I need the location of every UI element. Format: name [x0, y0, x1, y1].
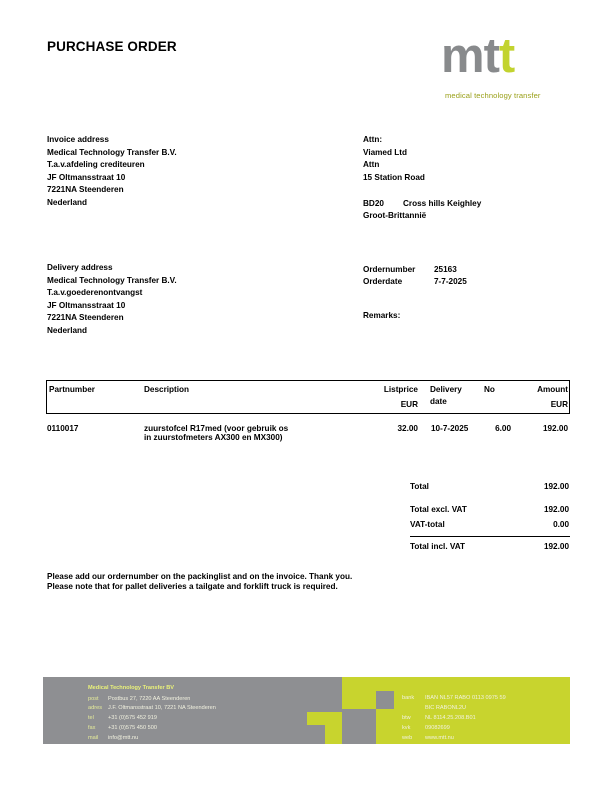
invoice-address-line: Nederland [47, 197, 88, 207]
col-description: Description [144, 385, 190, 394]
order-date-value: 7-7-2025 [434, 277, 467, 286]
footer-value: Postbus 27, 7220 AA Steenderen [108, 696, 191, 702]
delivery-address [47, 262, 177, 338]
order-number-label: Ordernumber [363, 265, 416, 274]
delivery-address-line: JF Oltmansstraat 10 [47, 300, 126, 310]
order-date-label: Orderdate [363, 277, 403, 286]
total-excl-value: 192.00 [543, 505, 569, 514]
footer-value: www.mtt.nu [425, 735, 454, 741]
footer-label: bank [402, 695, 415, 701]
col-amount-unit: EUR [550, 400, 568, 409]
footer-label: post [88, 696, 99, 702]
letterhead-footer [43, 677, 570, 744]
attn-postal: BD20 [363, 199, 384, 208]
invoice-address-heading: Invoice address [47, 135, 109, 144]
footer-value: +31 (0)575 450 500 [108, 725, 157, 731]
invoice-address-line: 7221NA Steenderen [47, 185, 124, 195]
row-partnumber: 0110017 [47, 424, 79, 433]
row-description-2: in zuurstofmeters AX300 en MX300) [144, 433, 283, 442]
remarks-label: Remarks: [363, 311, 401, 320]
row-description: zuurstofcel R17med (voor gebruik os [144, 424, 289, 433]
total-value: 192.00 [543, 482, 569, 491]
footer-company: Medical Technology Transfer BV [88, 685, 174, 691]
total-incl-label: Total incl. VAT [410, 542, 466, 551]
footer-value: IBAN NL57 RABO 0113 0975 59 [425, 695, 506, 701]
invoice-address-line: JF Oltmansstraat 10 [47, 172, 126, 182]
footer-value: BIC RABONL2U [425, 705, 467, 711]
col-delivery: Delivery [430, 385, 462, 394]
attn-block [363, 134, 425, 184]
footer-value: NL 8114.25.208.B01 [425, 715, 476, 721]
note-line: Please note that for pallet deliveries a tailgate and forklift truck is required. [47, 582, 338, 591]
attn-line: Viamed Ltd [363, 147, 407, 157]
attn-line: Attn [363, 160, 380, 170]
attn-city: Cross hills Keighley [403, 199, 482, 208]
total-excl-label: Total excl. VAT [410, 505, 467, 514]
row-amount: 192.00 [542, 424, 568, 433]
footer-value: J.F. Oltmansstraat 10, 7221 NA Steenderen [108, 705, 216, 711]
total-label: Total [410, 482, 429, 491]
logo-letters: mtt [441, 29, 515, 83]
invoice-address [47, 134, 177, 210]
delivery-address-line: T.a.v.goederenontvangst [47, 288, 143, 298]
footer-value: +31 (0)575 452 919 [108, 715, 157, 721]
col-listprice-unit: EUR [400, 400, 418, 409]
row-no: 6.00 [495, 424, 511, 433]
delivery-address-line: Medical Technology Transfer B.V. [47, 275, 177, 285]
col-partnumber: Partnumber [49, 385, 95, 394]
delivery-address-line: Nederland [47, 325, 88, 335]
footer-value: info@mtt.nu [108, 735, 139, 741]
attn-line: 15 Station Road [363, 172, 425, 182]
note-line: Please add our ordernumber on the packinglist and on the invoice. Thank you. [47, 572, 353, 581]
footer-label: kvk [402, 725, 411, 731]
attn-heading: Attn: [363, 135, 383, 144]
vat-total-value: 0.00 [553, 520, 569, 529]
logo-tagline: medical technology transfer [445, 91, 541, 100]
footer-label: tel [88, 715, 94, 721]
row-delivery-date: 10-7-2025 [431, 424, 469, 433]
footer-label: adres [88, 705, 102, 711]
delivery-address-heading: Delivery address [47, 263, 113, 272]
delivery-address-line: 7221NA Steenderen [47, 313, 124, 323]
col-listprice: Listprice [383, 385, 418, 394]
order-number-value: 25163 [434, 265, 457, 274]
col-no: No [484, 385, 495, 394]
footer-label: web [402, 735, 413, 741]
company-logo [441, 30, 561, 102]
footer-value: 09082699 [425, 725, 450, 731]
invoice-address-line: T.a.v.afdeling crediteuren [47, 160, 145, 170]
total-incl-value: 192.00 [543, 542, 569, 551]
invoice-address-line: Medical Technology Transfer B.V. [47, 147, 177, 157]
footer-label: fax [88, 725, 96, 731]
footer-label: btw [402, 715, 411, 721]
col-delivery-date: date [430, 397, 447, 406]
col-amount: Amount [537, 385, 568, 394]
footer-label: mail [88, 735, 99, 741]
vat-total-label: VAT-total [410, 520, 445, 529]
totals-divider [410, 536, 570, 537]
attn-country: Groot-Brittannië [363, 211, 427, 220]
document-title: PURCHASE ORDER [47, 39, 177, 54]
row-listprice: 32.00 [397, 424, 418, 433]
